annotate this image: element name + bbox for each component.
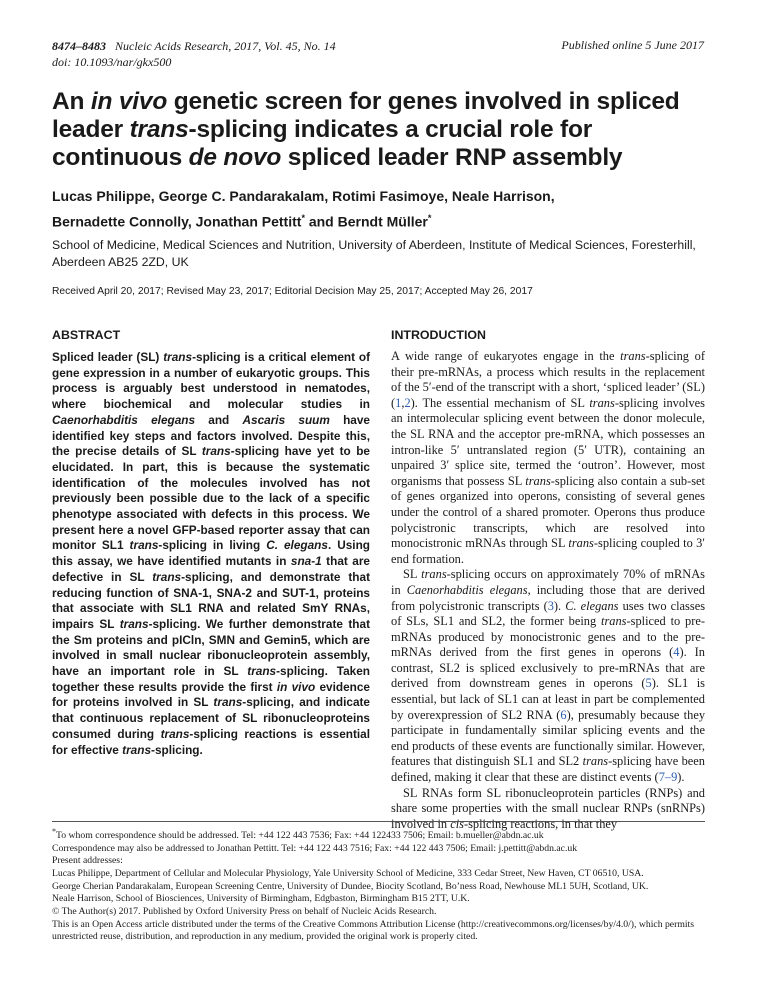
reference-link[interactable]: 1 [395,395,402,410]
reference-link[interactable]: 3 [547,598,554,613]
reference-link[interactable]: 4 [673,645,680,660]
introduction-heading: INTRODUCTION [391,328,486,342]
page-range: 8474–8483 [52,39,106,53]
reference-link[interactable]: 2 [404,395,411,410]
published-date: Published online 5 June 2017 [561,38,704,52]
license-text: This is an Open Access article distributed under the terms of the Creative Commons Attribution License (http://creativecommons.org/licenses/by/4.0/), which permits unrestricted reuse, distribution, and reproduction in any medium, provided the original work is properly cited. [52,918,695,943]
copyright-line: © The Author(s) 2017. Published by Oxford University Press on behalf of Nucleic Acids Research. [52,906,437,917]
introduction-body [391,349,705,832]
reference-link[interactable]: 7–9 [658,770,678,785]
footnotes [52,826,712,906]
present-address: Neale Harrison, School of Biosciences, University of Birmingham, Edgbaston, Birmingham B15 2TT, U.K. [52,893,470,905]
journal-citation: Nucleic Acids Research, 2017, Vol. 45, No. 14 [115,39,336,53]
footnote-divider [52,821,705,822]
author-list: Lucas Philippe, George C. Pandarakalam, Rotimi Fasimoye, Neale Harrison, Bernadette Connolly, Jonathan Pettitt* and Berndt Müller* [52,188,555,230]
present-address: George Cherian Pandarakalam, European Screening Centre, University of Dundee, Biocity Scotland, Bo’ness Road, Newhouse ML1 5UH, Scotland, UK. [52,880,649,892]
intro-paragraph-2: SL trans-splicing occurs on approximately 70% of mRNAs in Caenorhabditis elegans, including those that are derived from polycistronic transcripts (3). C. elegans uses two classes of SLs, SL1 and SL2, the former being trans-spliced to pre-mRNAs produced by monocistronic genes and to the pre-mRNAs derived from the first genes in operons (4). In contrast, SL2 is spliced exclusively to pre-mRNAs that are derived from downstream genes in operons (5). SL1 is essential, but lack of SL1 can at least in part be complemented by overexpression of SL2 RNA (6), presumably because they participate in fundamentally similar splicing events and the end products of these events are functionally similar. However, features that distinguish SL1 and SL2 trans-splicing have been defined, making it clear that these are distinct events (7–9). [391,567,706,785]
correspondence-note-2: Correspondence may also be addressed to Jonathan Pettitt. Tel: +44 122 443 7516; Fax: +44 122 443 7506; Email: j.pettitt@abdn.ac.uk [52,842,578,854]
abstract-body: Spliced leader (SL) trans-splicing is a critical element of gene expression in a number of eukaryotic groups. This process is arguably best understood in nematodes, where biochemical and molecular studies in Caenorhabditis elegans and Ascaris suum have identified key steps and factors involved. Despite this, the precise details of SL trans-splicing have yet to be elucidated. In part, this is because the systematic identification of the molecules involved has not previously been possible due to the lack of a specific phenotype associated with defects in this process. We present here a novel GFP-based reporter assay that can monitor SL1 trans-splicing in living C. elegans. Using this assay, we have identified mutants in sna-1 that are defective in SL trans-splicing, and demonstrate that reducing function of SNA-1, SNA-2 and SUT-1, proteins that associate with SL1 RNA and related SmY RNAs, impairs SL trans-splicing. We further demonstrate that the Sm proteins and pICln, SMN and Gemin5, which are involved in small nuclear ribonucleoprotein assembly, have an important role in SL trans-splicing. Taken together these results provide the first in vivo evidence for proteins involved in SL trans-splicing, and indicate that continuous replacement of SL ribonucleoproteins consumed during trans-splicing reactions is essential for effective trans-splicing. [52,350,370,757]
intro-paragraph-1: A wide range of eukaryotes engage in the trans-splicing of their pre-mRNAs, a process which results in the replacement of the 5′-end of the transcript with a short, ‘spliced leader’ (SL) (1,2). The essential mechanism of SL trans-splicing involves an intermolecular splicing event between the donor molecule, the SL RNA and the acceptor pre-mRNA, which possesses an intron-like 5′ untranslated region (5′ UTR), containing an unpaired 3′ splice site, termed the ‘outron’. However, most organisms that possess SL trans-splicing also contain a sub-set of genes organized into operons, consisting of several genes under the control of a shared promoter. Operons thus produce polycistronic transcripts, which are resolved into monocistronic mRNAs through SL trans-splicing coupled to 3′ end formation. [391,349,706,566]
affiliation: School of Medicine, Medical Sciences and Nutrition, University of Aberdeen, Institute of Medical Sciences, Foresterhill, Aberdeen AB25 2ZD, UK [52,238,696,269]
present-address: Lucas Philippe, Department of Cellular and Molecular Physiology, Yale University School of Medicine, 333 Cedar Street, New Haven, CT 06510, USA. [52,868,644,880]
doi-link[interactable]: doi: 10.1093/nar/gkx500 [52,55,172,69]
intro-paragraph-3: SL RNAs form SL ribonucleoprotein particles (RNPs) and share some properties with the small nuclear RNPs (snRNPs) involved in cis-splicing reactions, in that they [391,785,705,831]
copyright-notice [52,906,712,944]
submission-dates: Received April 20, 2017; Revised May 23, 2017; Editorial Decision May 25, 2017; Accepted May 26, 2017 [52,286,533,297]
reference-link[interactable]: 6 [560,707,567,722]
article-title: An in vivo genetic screen for genes involved in spliced leader trans-splicing indicates a crucial role for continuous de novo spliced leader RNP assembly [52,88,680,171]
abstract-heading: ABSTRACT [52,328,121,342]
present-addresses-label: Present addresses: [52,855,123,867]
reference-link[interactable]: 5 [645,676,652,691]
running-header [52,38,336,70]
correspondence-note: *To whom correspondence should be addressed. Tel: +44 122 443 7536; Fax: +44 122433 7506; Email: b.mueller@abdn.ac.uk [52,827,544,842]
